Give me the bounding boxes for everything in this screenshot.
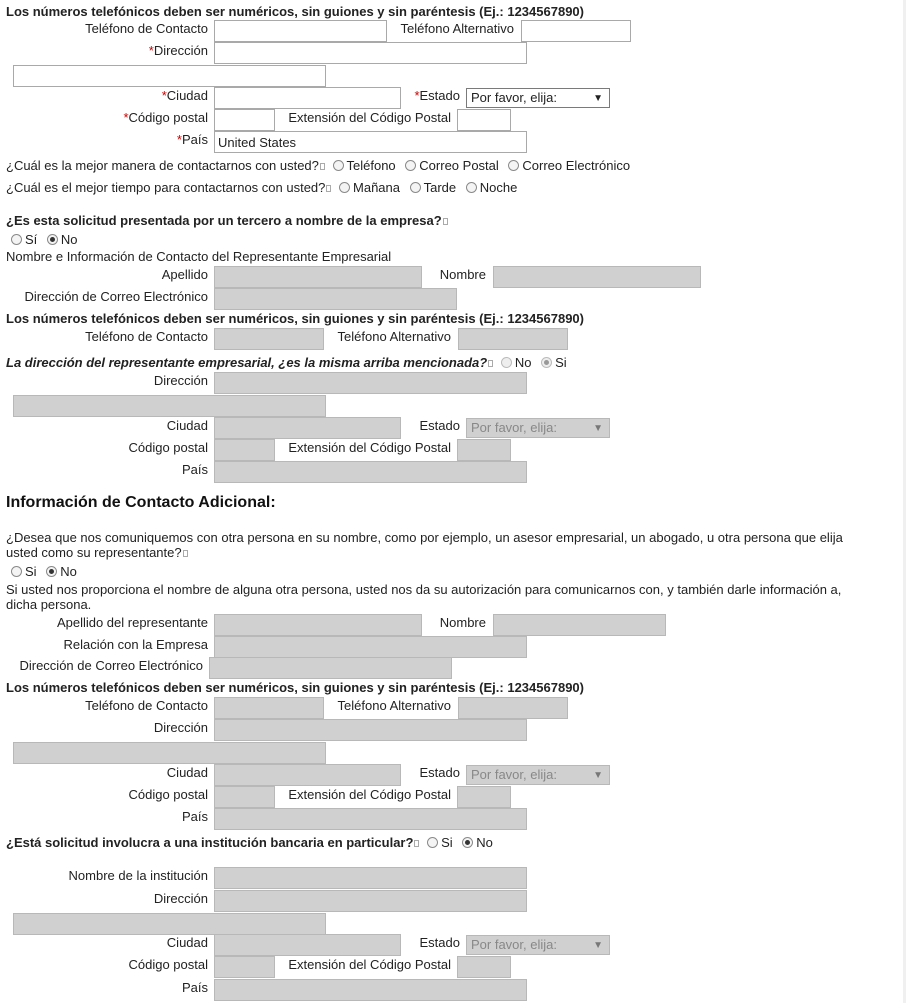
dropdown-arrow-icon: ▼ — [593, 423, 603, 434]
add-address-label: Dirección — [153, 720, 208, 735]
phone-format-note: Los números telefónicos deben ser numéricos, sin guiones y sin paréntesis (Ej.: 1234567890) — [6, 4, 584, 19]
add-rep-first-name-input[interactable] — [493, 614, 666, 636]
required-mark: * — [176, 132, 182, 147]
bank-address-line1-input[interactable] — [214, 890, 527, 912]
bank-country-label: País — [181, 980, 208, 995]
radio-icon[interactable] — [466, 182, 477, 193]
rep-zip-ext-label: Extensión del Código Postal — [288, 440, 451, 455]
relationship-input[interactable] — [214, 636, 527, 658]
dropdown-arrow-icon: ▼ — [593, 770, 603, 781]
add-zip-ext-label: Extensión del Código Postal — [288, 787, 451, 802]
time-option-morning[interactable]: Mañana — [339, 180, 400, 195]
radio-icon[interactable] — [46, 566, 57, 577]
additional-question: ¿Desea que nos comuniquemos con otra persona en su nombre, como por ejemplo, un asesor empresarial, un abogado, u otra persona que elija usted como su representante? — [6, 530, 843, 560]
phone-format-note: Los números telefónicos deben ser numéricos, sin guiones y sin paréntesis (Ej.: 1234567890) — [6, 680, 584, 695]
city-label: *Ciudad — [161, 88, 208, 103]
third-party-yes[interactable]: Sí — [11, 232, 37, 247]
add-rep-last-name-label: Apellido del representante — [56, 615, 208, 630]
rep-zip-input[interactable] — [214, 439, 275, 461]
time-option-night[interactable]: Noche — [466, 180, 518, 195]
add-country-input[interactable] — [214, 808, 527, 830]
radio-icon[interactable] — [47, 234, 58, 245]
institution-name-input[interactable] — [214, 867, 527, 889]
contact-time-question: ¿Cuál es el mejor tiempo para contactarnos con usted? — [6, 180, 326, 195]
country-label: *País — [176, 132, 208, 147]
add-country-label: País — [181, 809, 208, 824]
zip-label: *Código postal — [123, 110, 208, 125]
required-mark: * — [161, 88, 167, 103]
rep-address-line2-input[interactable] — [13, 395, 326, 417]
contact-method-row — [6, 158, 630, 173]
rep-country-input[interactable] — [214, 461, 527, 483]
bank-yes[interactable]: Si — [427, 835, 453, 850]
state-label: *Estado — [414, 88, 460, 103]
zip-input[interactable] — [214, 109, 275, 131]
radio-icon[interactable] — [11, 566, 22, 577]
rep-last-name-input[interactable] — [214, 266, 422, 288]
same-address-yes[interactable]: Si — [541, 355, 567, 370]
same-address-question: La dirección del representante empresarial, ¿es la misma arriba mencionada? — [6, 355, 488, 370]
city-input[interactable] — [214, 87, 401, 109]
rep-contact-phone-label: Teléfono de Contacto — [85, 329, 208, 344]
required-mark: * — [414, 88, 420, 103]
rep-country-label: País — [181, 462, 208, 477]
rep-address-label: Dirección — [153, 373, 208, 388]
radio-icon[interactable] — [339, 182, 350, 193]
required-mark: * — [123, 110, 129, 125]
add-alt-phone-label: Teléfono Alternativo — [337, 698, 451, 713]
add-city-label: Ciudad — [166, 765, 208, 780]
contact-time-row — [6, 180, 517, 195]
add-zip-ext-input[interactable] — [457, 786, 511, 808]
time-option-afternoon[interactable]: Tarde — [410, 180, 457, 195]
rep-last-name-label: Apellido — [161, 267, 208, 282]
add-contact-phone-label: Teléfono de Contacto — [85, 698, 208, 713]
phone-format-note: Los números telefónicos deben ser numéricos, sin guiones y sin paréntesis (Ej.: 1234567890) — [6, 311, 584, 326]
radio-icon[interactable] — [508, 160, 519, 171]
method-option-email[interactable]: Correo Electrónico — [508, 158, 630, 173]
add-city-input[interactable] — [214, 764, 401, 786]
relationship-label: Relación con la Empresa — [63, 637, 208, 652]
contact-phone-input[interactable] — [214, 20, 387, 42]
radio-icon[interactable] — [541, 357, 552, 368]
rep-first-name-label: Nombre — [439, 267, 486, 282]
rep-state-label: Estado — [419, 418, 460, 433]
radio-icon[interactable] — [11, 234, 22, 245]
bank-city-input[interactable] — [214, 934, 401, 956]
add-rep-first-name-label: Nombre — [439, 615, 486, 630]
rep-contact-phone-input[interactable] — [214, 328, 324, 350]
zip-ext-label: Extensión del Código Postal — [288, 110, 451, 125]
add-state-select[interactable]: Por favor, elija: ▼ — [466, 765, 610, 785]
bank-no[interactable]: No — [462, 835, 493, 850]
help-icon[interactable] — [326, 185, 331, 192]
help-icon[interactable] — [443, 218, 448, 225]
address-label: *Dirección — [148, 43, 208, 58]
add-rep-email-label: Dirección de Correo Electrónico — [19, 658, 203, 673]
add-address-line2-input[interactable] — [13, 742, 326, 764]
bank-zip-input[interactable] — [214, 956, 275, 978]
rep-address-line1-input[interactable] — [214, 372, 527, 394]
radio-icon[interactable] — [501, 357, 512, 368]
bank-country-input[interactable] — [214, 979, 527, 1001]
contact-method-question: ¿Cuál es la mejor manera de contactarnos con usted? — [6, 158, 319, 173]
add-contact-phone-input[interactable] — [214, 697, 324, 719]
zip-ext-input[interactable] — [457, 109, 511, 131]
contact-phone-label: Teléfono de Contacto — [85, 21, 208, 36]
method-option-mail[interactable]: Correo Postal — [405, 158, 498, 173]
add-zip-label: Código postal — [128, 787, 208, 802]
rep-first-name-input[interactable] — [493, 266, 701, 288]
dropdown-arrow-icon: ▼ — [593, 940, 603, 951]
radio-icon[interactable] — [410, 182, 421, 193]
third-party-question: ¿Es esta solicitud presentada por un tercero a nombre de la empresa? — [6, 213, 448, 228]
country-input[interactable] — [214, 131, 527, 153]
bank-state-label: Estado — [419, 935, 460, 950]
bank-address-label: Dirección — [153, 891, 208, 906]
additional-options — [11, 564, 77, 579]
bank-address-line2-input[interactable] — [13, 913, 326, 935]
bank-zip-label: Código postal — [128, 957, 208, 972]
radio-icon[interactable] — [333, 160, 344, 171]
bank-city-label: Ciudad — [166, 935, 208, 950]
add-state-label: Estado — [419, 765, 460, 780]
same-address-row — [6, 355, 567, 370]
method-option-phone[interactable]: Teléfono — [333, 158, 396, 173]
institution-name-label: Nombre de la institución — [68, 868, 208, 883]
add-alt-phone-input[interactable] — [458, 697, 568, 719]
help-icon[interactable] — [488, 360, 493, 367]
rep-alt-phone-input[interactable] — [458, 328, 568, 350]
rep-zip-label: Código postal — [128, 440, 208, 455]
add-zip-input[interactable] — [214, 786, 275, 808]
help-icon[interactable] — [414, 840, 419, 847]
rep-city-input[interactable] — [214, 417, 401, 439]
radio-icon[interactable] — [462, 837, 473, 848]
bank-question-row — [6, 835, 493, 850]
rep-section-label: Nombre e Información de Contacto del Representante Empresarial — [6, 249, 392, 264]
authorization-note: Si usted nos proporciona el nombre de alguna otra persona, usted nos da su autorización para comunicarnos con, y también darle información a, dicha persona. — [6, 582, 842, 612]
bank-question: ¿Está solicitud involucra a una institución bancaria en particular? — [6, 835, 414, 850]
bank-zip-ext-input[interactable] — [457, 956, 511, 978]
alt-phone-label: Teléfono Alternativo — [400, 21, 514, 36]
rep-email-label: Dirección de Correo Electrónico — [24, 289, 208, 304]
add-rep-last-name-input[interactable] — [214, 614, 422, 636]
dropdown-arrow-icon: ▼ — [593, 93, 603, 104]
rep-email-input[interactable] — [214, 288, 457, 310]
additional-contact-title: Información de Contacto Adicional: — [6, 494, 276, 511]
radio-icon[interactable] — [405, 160, 416, 171]
help-icon[interactable] — [183, 550, 188, 557]
additional-yes[interactable]: Si — [11, 564, 37, 579]
state-select[interactable]: Por favor, elija: ▼ — [466, 88, 610, 108]
address-line2-input[interactable] — [13, 65, 326, 87]
radio-icon[interactable] — [427, 837, 438, 848]
required-mark: * — [148, 43, 154, 58]
add-address-line1-input[interactable] — [214, 719, 527, 741]
rep-state-select[interactable]: Por favor, elija: ▼ — [466, 418, 610, 438]
additional-no[interactable]: No — [46, 564, 77, 579]
third-party-options — [11, 232, 78, 247]
same-address-no[interactable]: No — [501, 355, 532, 370]
rep-alt-phone-label: Teléfono Alternativo — [337, 329, 451, 344]
alt-phone-input[interactable] — [521, 20, 631, 42]
third-party-no[interactable]: No — [47, 232, 78, 247]
rep-zip-ext-input[interactable] — [457, 439, 511, 461]
bank-state-select[interactable]: Por favor, elija: ▼ — [466, 935, 610, 955]
add-rep-email-input[interactable] — [209, 657, 452, 679]
help-icon[interactable] — [320, 163, 325, 170]
address-line1-input[interactable] — [214, 42, 527, 64]
bank-zip-ext-label: Extensión del Código Postal — [288, 957, 451, 972]
rep-city-label: Ciudad — [166, 418, 208, 433]
